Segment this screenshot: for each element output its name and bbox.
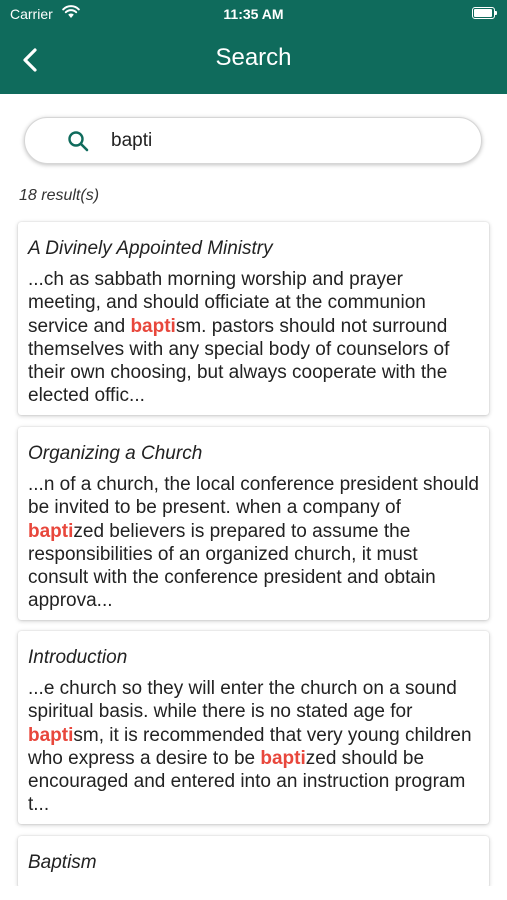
snippet-text: zed believers is prepared to assume the responsibilities of an organized church, it must consult with the conference president and obtain approva... (28, 520, 436, 612)
snippet-text: zed should be encouraged and entered into an instruction program t... (28, 747, 466, 816)
result-snippet (28, 473, 479, 613)
status-time: 11:35 AM (223, 6, 284, 22)
search-input[interactable] (111, 126, 461, 156)
scroll-mask (0, 886, 507, 900)
result-count: 18 result(s) (19, 187, 100, 204)
snippet-text: sm. pastors should not surround themselves with any special body of counselors of their own choosing, but always cooperate with the elected offic... (28, 315, 450, 407)
search-match-highlight: bapti (28, 520, 74, 542)
battery-icon (472, 7, 497, 19)
result-snippet (28, 677, 479, 817)
carrier-label: Carrier (10, 6, 53, 22)
result-card[interactable] (18, 427, 489, 620)
result-title: A Divinely Appointed Ministry (28, 238, 273, 259)
search-icon (67, 130, 89, 157)
result-title: Organizing a Church (28, 443, 203, 464)
search-match-highlight: bapti (28, 724, 74, 746)
snippet-text: ...ch as sabbath morning worship and prayer meeting, and should officiate at the communion service and (28, 269, 426, 337)
search-match-highlight: bapti (260, 747, 306, 769)
snippet-text: ...e church so they will enter the church on a sound spiritual basis. while there is no stated age for (28, 678, 457, 723)
snippet-text: sm, it is recommended that very young children who express a desire to be (28, 724, 472, 769)
status-bar (0, 0, 507, 28)
header-bar (0, 0, 507, 94)
search-bar[interactable] (24, 117, 482, 164)
snippet-text: ...n of a church, the local conference president should be invited to be present. when a company of (28, 474, 479, 519)
result-card[interactable] (18, 222, 489, 415)
result-snippet (28, 268, 479, 408)
result-card[interactable] (18, 836, 489, 888)
result-title: Baptism (28, 852, 97, 873)
result-title: Introduction (28, 647, 128, 668)
search-match-highlight: bapti (130, 315, 176, 337)
page-title: Search (215, 44, 292, 71)
result-card[interactable] (18, 631, 489, 824)
